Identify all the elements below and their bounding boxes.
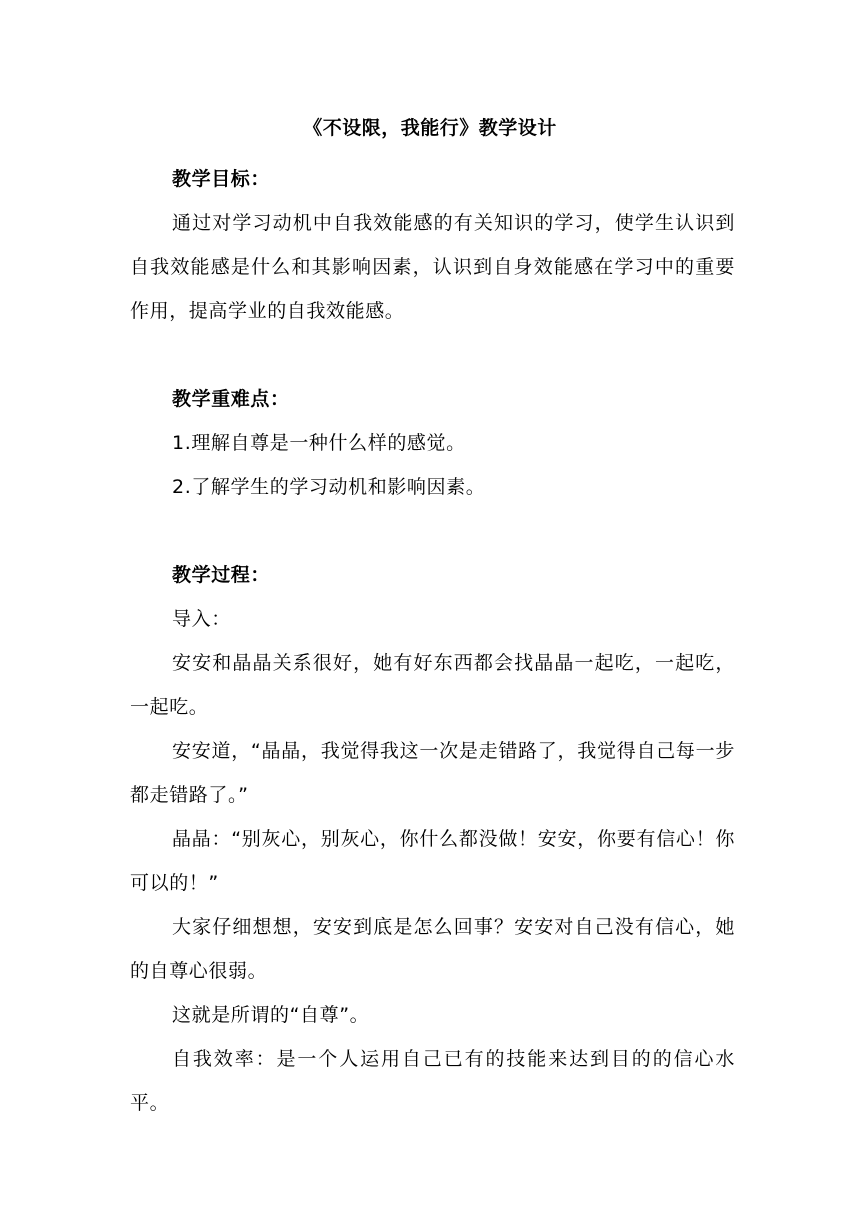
process-paragraph: 安安道，“晶晶，我觉得我这一次是走错路了，我觉得自己每一步都走错路了。”: [130, 740, 735, 806]
process-paragraph: 大家仔细想想，安安到底是怎么回事？安安对自己没有信心，她的自尊心很弱。: [130, 916, 735, 982]
document-title: 《不设限，我能行》教学设计: [303, 117, 557, 139]
process-paragraph: 晶晶：“别灰心，别灰心，你什么都没做！安安，你要有信心！你可以的！”: [130, 828, 735, 894]
process-paragraph: 自我效率：是一个人运用自己已有的技能来达到目的的信心水平。: [130, 1048, 735, 1114]
spacer: [130, 509, 735, 553]
document-body: [130, 157, 735, 1125]
process-paragraph: 安安和晶晶关系很好，她有好东西都会找晶晶一起吃，一起吃，一起吃。: [130, 652, 735, 718]
goals-paragraph: 通过对学习动机中自我效能感的有关知识的学习，使学生认识到自我效能感是什么和其影响因素，认识到自身效能感在学习中的重要作用，提高学业的自我效能感。: [130, 212, 735, 322]
goals-heading: 教学目标：: [172, 168, 271, 190]
process-intro-label: 导入：: [172, 608, 231, 630]
key-point-item: 1.理解自尊是一种什么样的感觉。: [172, 432, 466, 454]
key-point-item: 2.了解学生的学习动机和影响因素。: [172, 476, 486, 498]
process-paragraph: 这就是所谓的“自尊”。: [172, 1004, 370, 1026]
process-heading: 教学过程：: [172, 564, 271, 586]
spacer: [130, 333, 735, 377]
key-points-heading: 教学重难点：: [172, 388, 290, 410]
